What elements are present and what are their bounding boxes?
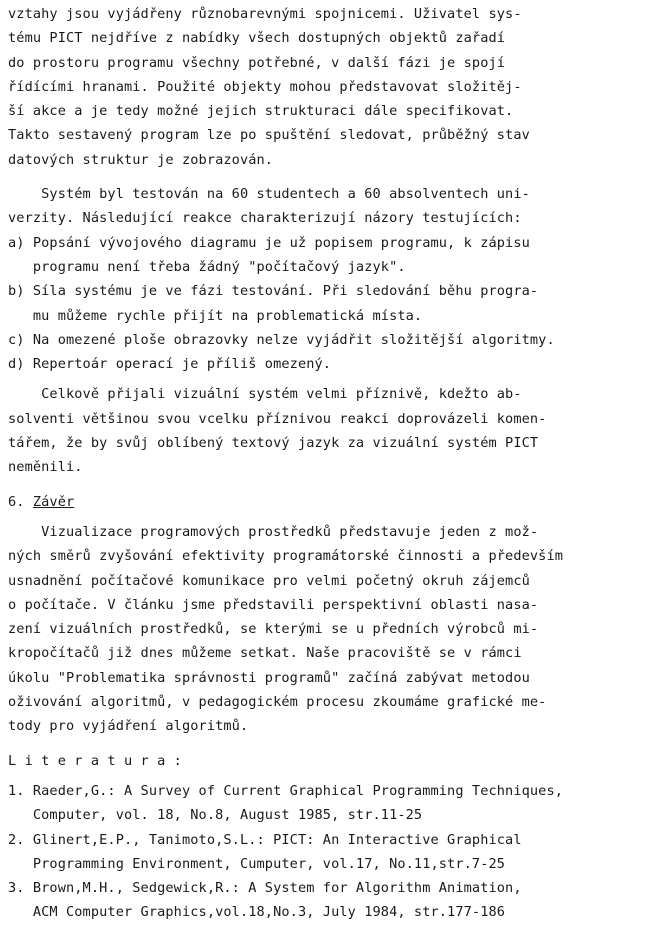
reference-item: Computer, vol. 18, No.8, August 1985, str.11-25	[8, 807, 423, 824]
text-line: Celkově přijali vizuální systém velmi příznivě, kdežto ab-	[8, 386, 522, 403]
text-line: o počítače. V článku jsme představili perspektivní oblasti nasa-	[8, 596, 539, 613]
reference-item: 1. Raeder,G.: A Survey of Current Graphical Programming Techniques,	[8, 782, 564, 799]
text-line: kropočítačů již dnes můžeme setkat. Naše pracoviště se v rámci	[8, 645, 522, 662]
text-line: usnadnění počítačové komunikace pro velmi početný okruh zájemců	[8, 572, 530, 589]
text-line: verzity. Následující reakce charakterizují názory testujících:	[8, 210, 522, 227]
reference-item: ACM Computer Graphics,vol.18,No.3, July 1984, str.177-186	[8, 904, 506, 921]
list-item: programu není třeba žádný "počítačový jazyk".	[8, 258, 406, 275]
section-heading	[8, 490, 642, 514]
list-item: a) Popsání vývojového diagramu je už popisem programu, k zápisu	[8, 234, 530, 251]
section-title: Závěr	[32, 493, 75, 510]
text-line: datových struktur je zobrazován.	[8, 151, 274, 168]
text-line: tářem, že by svůj oblíbený textový jazyk za vizuální systém PICT	[8, 435, 539, 452]
paragraph-overall-reaction	[8, 382, 642, 479]
reference-item: 2. Glinert,E.P., Tanimoto,S.L.: PICT: An Interactive Graphical	[8, 831, 522, 848]
list-item: mu můžeme rychle přijít na problematická místa.	[8, 307, 423, 324]
literature-heading: L i t e r a t u r a :	[8, 752, 182, 769]
reference-item: 3. Brown,M.H., Sedgewick,R.: A System for Algorithm Animation,	[8, 880, 522, 897]
list-item: d) Repertoár operací je příliš omezený.	[8, 356, 332, 373]
text-line: solventi většinou svou vcelku příznivou reakci doprovázeli komen-	[8, 410, 547, 427]
text-line: do prostoru programu všechny potřebné, v další fázi je spojí	[8, 54, 506, 71]
text-line: Systém byl testován na 60 studentech a 60 absolventech uni-	[8, 186, 530, 203]
text-line: neměnili.	[8, 459, 83, 476]
text-line: Vizualizace programových prostředků představuje jeden z mož-	[8, 523, 539, 540]
text-line: Takto sestavený program lze po spuštění sledovat, průběžný stav	[8, 127, 530, 144]
text-line: tody pro vyjádření algoritmů.	[8, 718, 249, 735]
reactions-list	[8, 231, 642, 377]
references-list	[8, 779, 642, 925]
paragraph-conclusion	[8, 520, 642, 739]
text-line: ší akce a je tedy možné jejich strukturaci dále specifikovat.	[8, 103, 514, 120]
text-line: vztahy jsou vyjádřeny různobarevnými spojnicemi. Uživatel sys-	[8, 6, 522, 22]
text-line: zení vizuálních prostředků, se kterými se u předních výrobců mi-	[8, 621, 539, 638]
text-line: oživování algoritmů, v pedagogickém procesu zkoumáme grafické me-	[8, 694, 547, 711]
text-line: řídícími hranami. Použité objekty mohou představovat složitěj-	[8, 78, 522, 95]
text-line: ných směrů zvyšování efektivity programátorské činnosti a především	[8, 548, 564, 565]
paragraph-testing	[8, 182, 642, 231]
list-item: c) Na omezené ploše obrazovky nelze vyjádřit složitější algoritmy.	[8, 331, 555, 348]
text-line: úkolu "Problematika správnosti programů" začíná zabývat metodou	[8, 669, 530, 686]
section-number: 6.	[8, 493, 33, 510]
text-line: tému PICT nejdříve z nabídky všech dostupných objektů zařadí	[8, 30, 506, 47]
reference-item: Programming Environment, Cumputer, vol.17, No.11,str.7-25	[8, 855, 506, 872]
list-item: b) Síla systému je ve fázi testování. Při sledování běhu progra-	[8, 283, 539, 300]
paragraph-pict-description	[8, 2, 642, 172]
